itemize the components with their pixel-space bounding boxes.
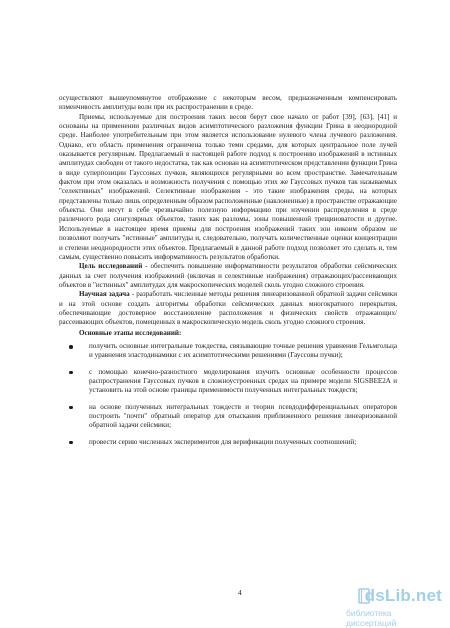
bullet-icon	[69, 371, 73, 375]
scientific-task-text: - разработать численные методы решения линеаризованной обратной задачи сейсмики и на этой основе создать алгоритмы обработки сейсмических данных многократного перекрытия, обеспечивающие достоверное восстановление расположения и физических свойств отражающих/рассеивающих объектов, помещенных в макроскопическую модель сколь угодно сложного строения.	[59, 290, 398, 327]
list-item: провести серию численных экспериментов для верификации полученных соотношений;	[59, 438, 397, 447]
bullet-icon	[69, 441, 73, 445]
list-item: получить основные интегральные тождества, связывающие точные решения уравнения Гельмгольца и уравнения эластодинамики с их асимптотическими решениями (Гауссовы пучки);	[59, 342, 397, 361]
bullet-icon	[69, 406, 73, 410]
document-body	[59, 94, 397, 454]
stages-heading: Основные этапы исследований:	[79, 328, 182, 337]
research-goal-paragraph	[59, 262, 397, 290]
research-goal-text: - обеспечить повышение информативности результатов обработки сейсмических данных за счет получения изображений (включая и селективные изображения) отражающих/рассеивающих объектов в "истинных" амплитудах для макроскопических моделей сколь угодно сложного строения.	[59, 262, 397, 289]
watermark-logo: dsLib.net	[364, 586, 442, 605]
bullet-icon	[69, 345, 73, 349]
scientific-task-label: Научная задача	[79, 290, 130, 299]
scientific-task-paragraph	[59, 290, 397, 327]
paragraph-1: осуществляют вышеупомянутое отображение с некоторым весом, предназначенным компенсировать изменчивость амплитуды волн при их распространении в среде.	[59, 94, 397, 112]
paragraph-2: Приемы, используемые для построения таких весов берут свое начало от работ [39], [63], [41] и основаны на применении различных видов асимптотического разложения функции Грина в неоднородной среде. Наиболее употребительным при этом является использование нулевого члена лучевого разложения. Однако, его область применения ограничена только теми средами, для которых центральное поле лучей оказывается регулярным. Предлагаемый в настоящей работе подход к построению изображений в истинных амплитудах свободен от такого недостатка, так как основан на асимптотическом представлении функции Грина в виде суперпозиции Гауссовых пучков, являющихся регулярными во всем пространстве. Замечательным фактом при этом оказалась и возможность получения с помощью этих же Гауссовых пучков так называемых "селективных" изображений. Селективные изображения - это такие изображения среды, на которых представлены только лишь определенным образом расположенные (наклоненные) в пространстве отражающие объекты. Они несут в себе чрезвычайно полезную информацию при изучении распределения в среде различного рода сингулярных объектов, таких как разломы, зоны повышенной трещиноватости и другие. Используемые в настоящее время приемы для построения изображений таких зон никоим образом не позволяют получать "истинные" амплитуды и, следовательно, получать количественные оценки концентрации и степени неоднородности этих объектов. Предлагаемый в данной работе подход позволяет это сделать и, тем самым, существенно повысить информативность результатов обработки.	[59, 112, 397, 261]
stages-list	[59, 342, 397, 447]
watermark	[346, 586, 442, 628]
list-item: на основе полученных интегральных тождеств и теории псевдодифференциальных операторов построить "почти" обратный оператор для отыскания приближенного решения линеаризованной обратной задачи сейсмики;	[59, 403, 397, 431]
page-number: 4	[238, 588, 242, 597]
list-item: с помощью конечно-разностного моделирования изучить основные особенности процессов распространения Гауссовых пучков в сложноустроенных средах на примере модели SIGSBEE2A и установить на этой основе границы применимости полученных интегральных тождеств;	[59, 368, 397, 396]
research-goal-label: Цель исследований	[79, 262, 143, 271]
watermark-subtitle: библиотека диссертаций	[346, 608, 397, 628]
